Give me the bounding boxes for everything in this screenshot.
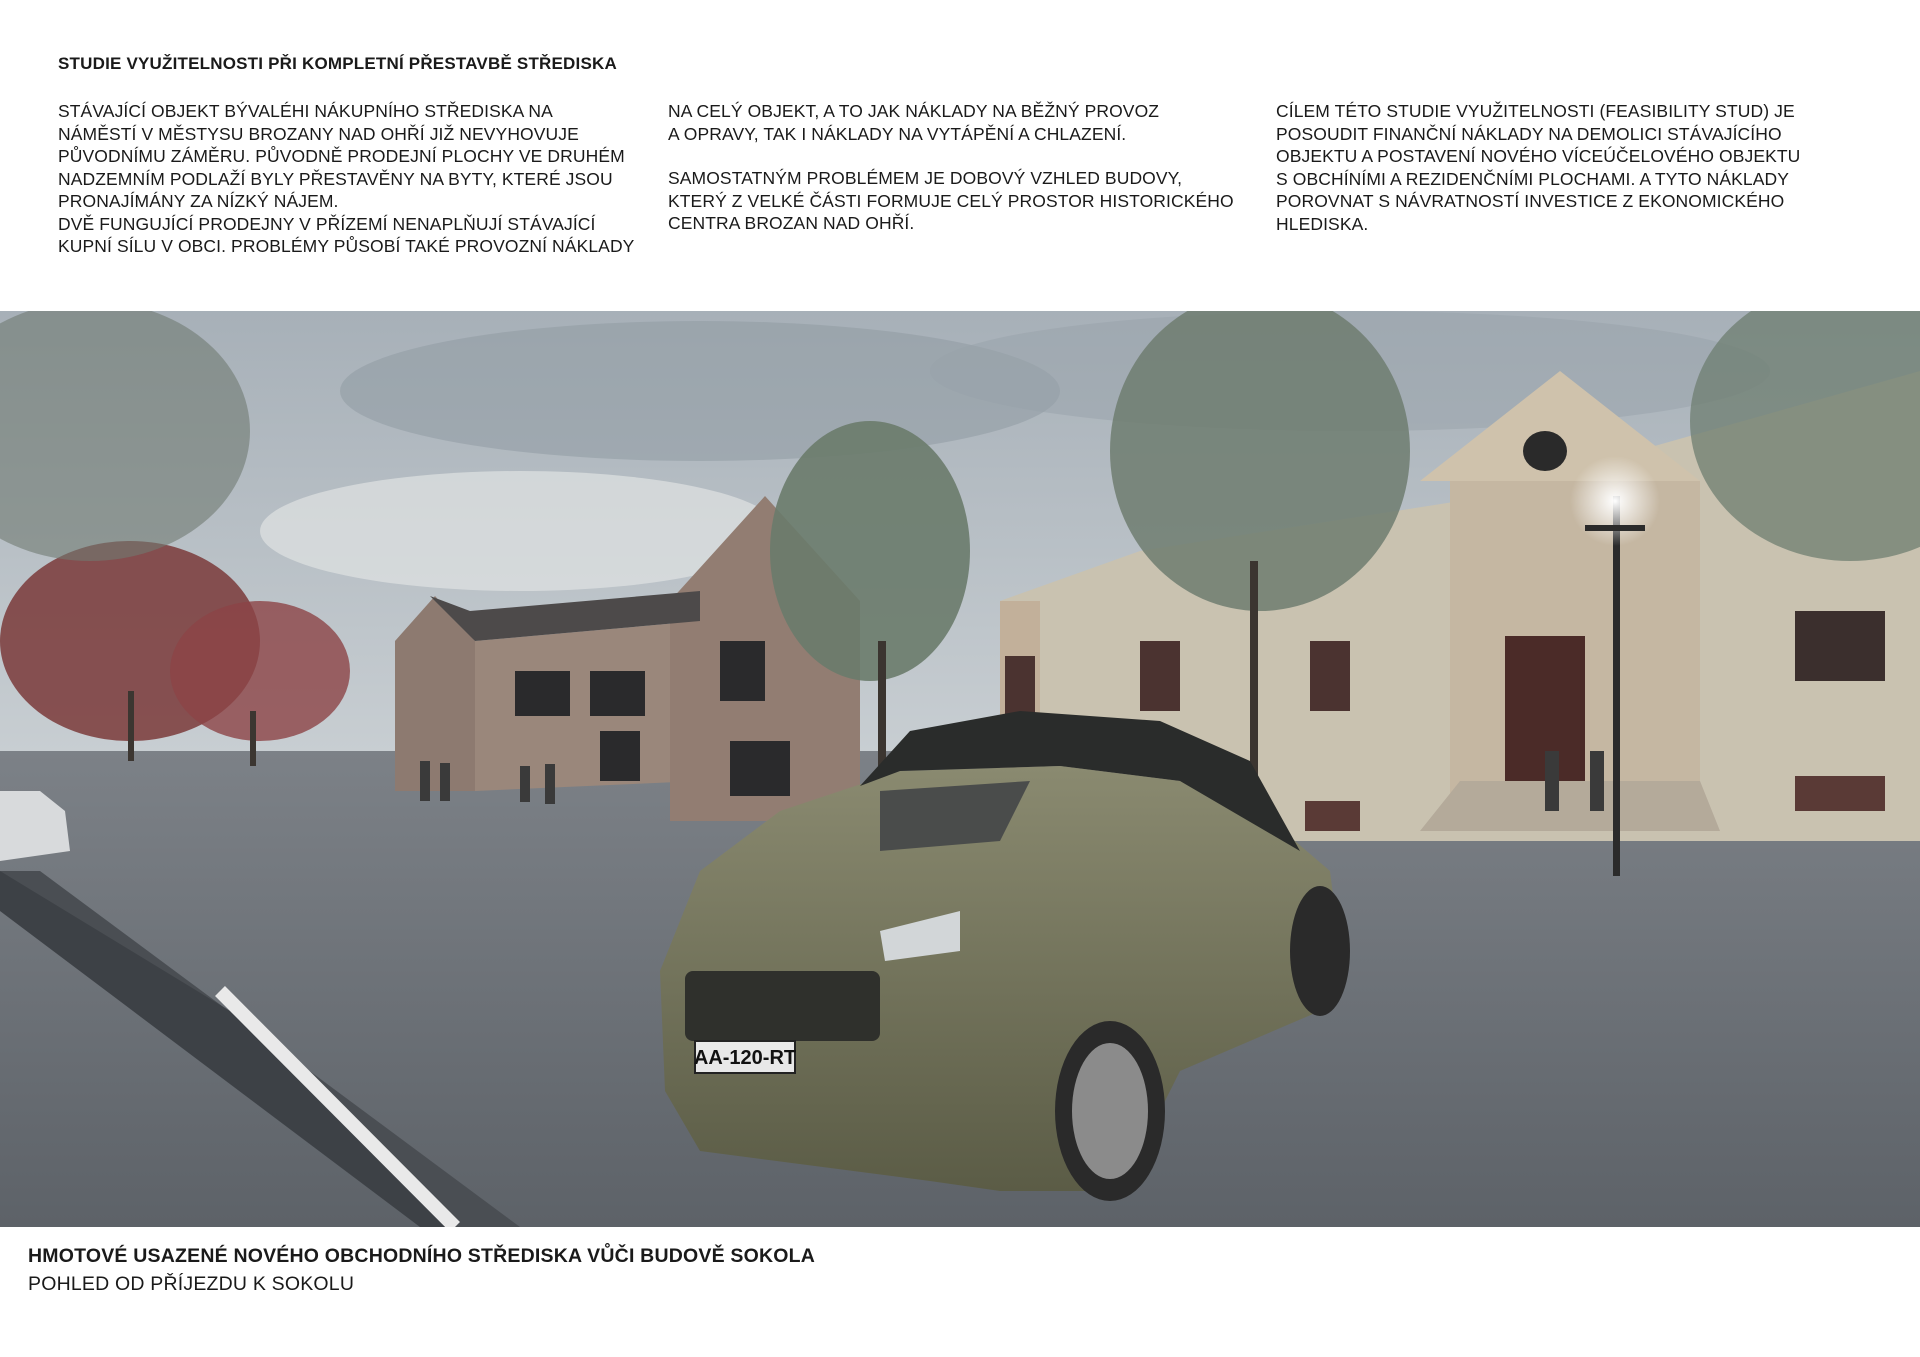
tree-canopy: [770, 421, 970, 681]
text-line: KUPNÍ SÍLU V OBCI. PROBLÉMY PŮSOBÍ TAKÉ PROVOZNÍ NÁKLADY: [58, 236, 635, 256]
paragraph-study-goal: [1276, 100, 1876, 235]
street-lamp-pole: [1613, 496, 1620, 876]
text-line: HLEDISKA.: [1276, 213, 1369, 234]
text-line: NA CELÝ OBJEKT, A TO JAK NÁKLADY NA BĚŽNÝ PROVOZ: [668, 101, 1160, 121]
text-line: SAMOSTATNÝM PROBLÉMEM JE DOBOVÝ VZHLED BUDOVY,: [668, 168, 1183, 188]
paragraph-appearance: [668, 167, 1268, 235]
license-plate: AA-120-RT: [693, 1047, 797, 1069]
text-line: NADZEMNÍM PODLAŽÍ BYLY PŘESTAVĚNY NA BYTY, KTERÉ JSOU: [58, 168, 613, 189]
paragraph-existing-building: [58, 100, 658, 258]
street-lamp-light: [1570, 456, 1660, 546]
paragraph-operating-costs: [668, 100, 1268, 145]
text-line: CÍLEM TÉTO STUDIE VYUŽITELNOSTI (FEASIBILITY STUD) JE: [1276, 101, 1795, 121]
text-line: POROVNAT S NÁVRATNOSTÍ INVESTICE Z EKONOMICKÉHO: [1276, 191, 1785, 211]
text-line: STÁVAJÍCÍ OBJEKT BÝVALÉHI NÁKUPNÍHO STŘEDISKA NA: [58, 101, 553, 121]
text-line: CENTRA BROZAN NAD OHŘÍ.: [668, 213, 915, 233]
study-heading: STUDIE VYUŽITELNOSTI PŘI KOMPLETNÍ PŘESTAVBĚ STŘEDISKA: [58, 54, 617, 73]
street-lamp-head: [1585, 525, 1645, 531]
text-column-1: [58, 100, 658, 280]
cloud: [340, 321, 1060, 461]
caption-subtitle: POHLED OD PŘÍJEZDU K SOKOLU: [28, 1273, 355, 1295]
text-line: OBJEKTU A POSTAVENÍ NOVÉHO VÍCEÚČELOVÉHO OBJEKTU: [1276, 146, 1801, 166]
render-illustration: [0, 311, 1920, 1227]
text-line: DVĚ FUNGUJÍCÍ PRODEJNY V PŘÍZEMÍ NENAPLŇUJÍ STÁVAJÍCÍ: [58, 213, 596, 234]
tree-trunk: [1250, 561, 1258, 781]
text-column-3: [1276, 100, 1876, 257]
caption-title: HMOTOVÉ USAZENÉ NOVÉHO OBCHODNÍHO STŘEDISKA VŮČI BUDOVĚ SOKOLA: [28, 1245, 816, 1267]
text-line: S OBCHÍNÍMI A REZIDENČNÍMI PLOCHAMI. A TYTO NÁKLADY: [1276, 168, 1790, 189]
tree-trunk: [128, 691, 134, 761]
tree-red: [170, 601, 350, 741]
text-line: KTERÝ Z VELKÉ ČÁSTI FORMUJE CELÝ PROSTOR HISTORICKÉHO: [668, 190, 1234, 211]
architectural-render: [0, 311, 1920, 1227]
text-line: PŮVODNÍMU ZÁMĚRU. PŮVODNĚ PRODEJNÍ PLOCHY VE DRUHÉM: [58, 146, 625, 166]
text-column-2: [668, 100, 1268, 257]
text-line: NÁMĚSTÍ V MĚSTYSU BROZANY NAD OHŘÍ JIŽ NEVYHOVUJE: [58, 123, 579, 144]
tree-trunk: [250, 711, 256, 766]
text-line: PRONAJÍMÁNY ZA NÍZKÝ NÁJEM.: [58, 191, 339, 211]
text-line: POSOUDIT FINANČNÍ NÁKLADY NA DEMOLICI STÁVAJÍCÍHO: [1276, 123, 1782, 144]
text-line: A OPRAVY, TAK I NÁKLADY NA VYTÁPĚNÍ A CHLAZENÍ.: [668, 123, 1127, 144]
